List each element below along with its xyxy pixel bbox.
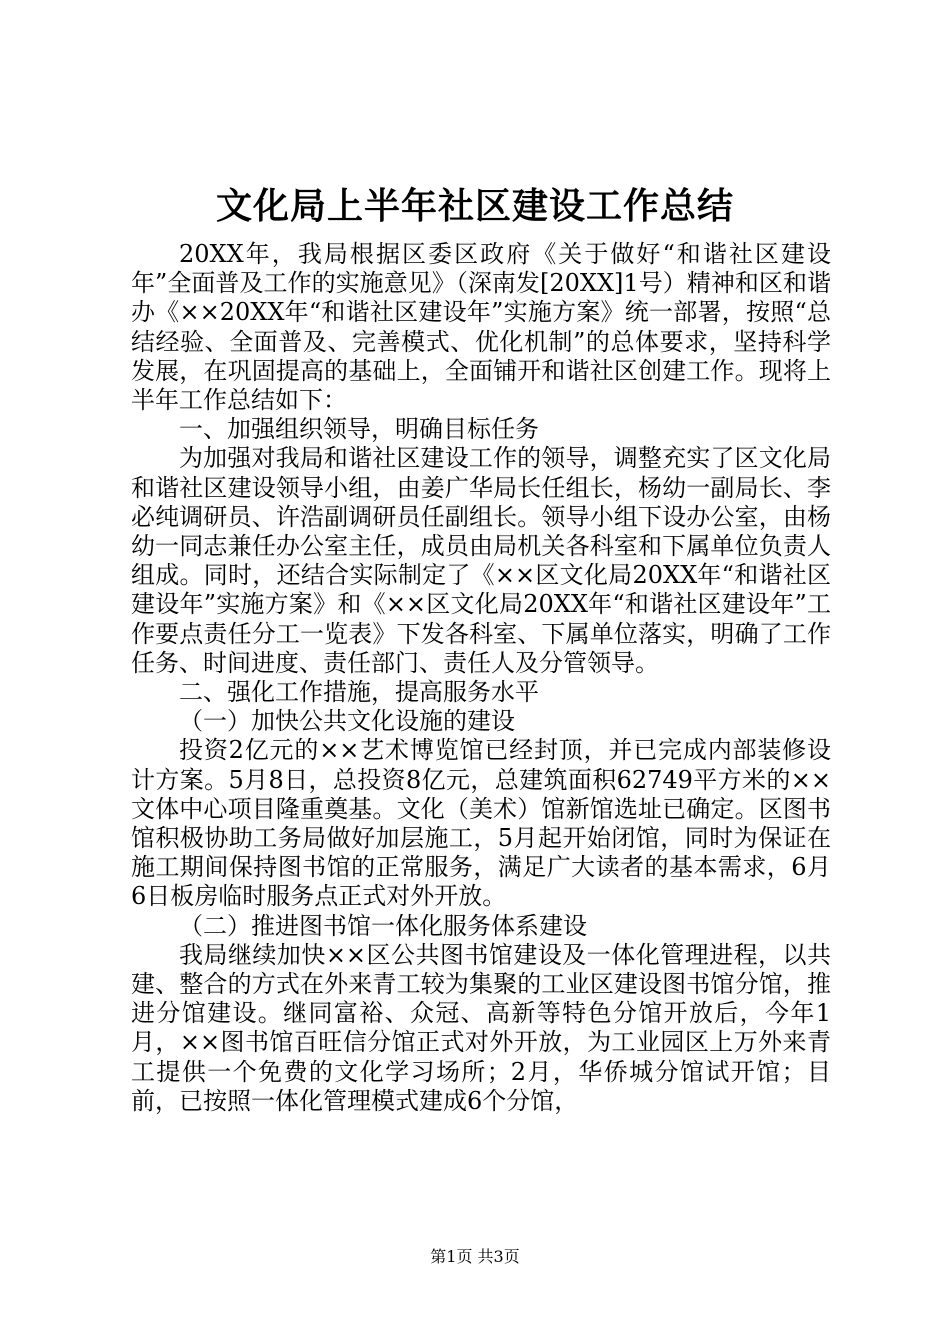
section-1-paragraph: 为加强对我局和谐社区建设工作的领导，调整充实了区文化局和谐社区建设领导小组，由姜广华局长任组长，杨幼一副局长、李必纯调研员、许浩副调研员任副组长。领导小组下设办公室，由杨幼一同志兼任办公室主任，成员由局机关各科室和下属单位负责人组成。同时，还结合实际制定了《××区文化局20XX年“和谐社区建设年”实施方案》和《××区文化局20XX年“和谐社区建设年”工作要点责任分工一览表》下发各科室、下属单位落实，明确了工作任务、时间进度、责任部门、责任人及分管领导。 — [131, 444, 831, 677]
subsection-heading-1: （一）加快公共文化设施的建设 — [179, 707, 515, 736]
section-heading-2: 二、强化工作措施，提高服务水平 — [179, 678, 539, 707]
subsection-1-paragraph: 投资2亿元的××艺术博览馆已经封顶，并已完成内部装修设计方案。5月8日，总投资8亿元，总建筑面积62749平方米的××文体中心项目隆重奠基。文化（美术）馆新馆选址已确定。区图书馆积极协助工务局做好加层施工，5月起开始闭馆，同时为保证在施工期间保持图书馆的正常服务，满足广大读者的基本需求，6月6日板房临时服务点正式对外开放。 — [131, 736, 831, 911]
page-number-footer: 第1页 共3页 — [430, 1247, 520, 1266]
subsection-2-paragraph: 我局继续加快××区公共图书馆建设及一体化管理进程，以共建、整合的方式在外来青工较为集聚的工业区建设图书馆分馆，推进分馆建设。继同富裕、众冠、高新等特色分馆开放后，今年1月，××图书馆百旺信分馆正式对外开放，为工业园区上万外来青工提供一个免费的文化学习场所；2月，华侨城分馆试开馆；目前，已按照一体化管理模式建成6个分馆， — [131, 940, 831, 1115]
document-title: 文化局上半年社区建设工作总结 — [215, 185, 734, 227]
intro-paragraph: 20XX年，我局根据区委区政府《关于做好“和谐社区建设年”全面普及工作的实施意见》（深南发[20XX]1号）精神和区和谐办《××20XX年“和谐社区建设年”实施方案》统一部署，按照“总结经验、全面普及、完善模式、优化机制”的总体要求，坚持科学发展，在巩固提高的基础上，全面铺开和谐社区创建工作。现将上半年工作总结如下： — [131, 240, 831, 415]
document-body — [131, 240, 831, 1116]
section-heading-1: 一、加强组织领导，明确目标任务 — [179, 415, 539, 444]
subsection-heading-2: （二）推进图书馆一体化服务体系建设 — [179, 911, 587, 940]
